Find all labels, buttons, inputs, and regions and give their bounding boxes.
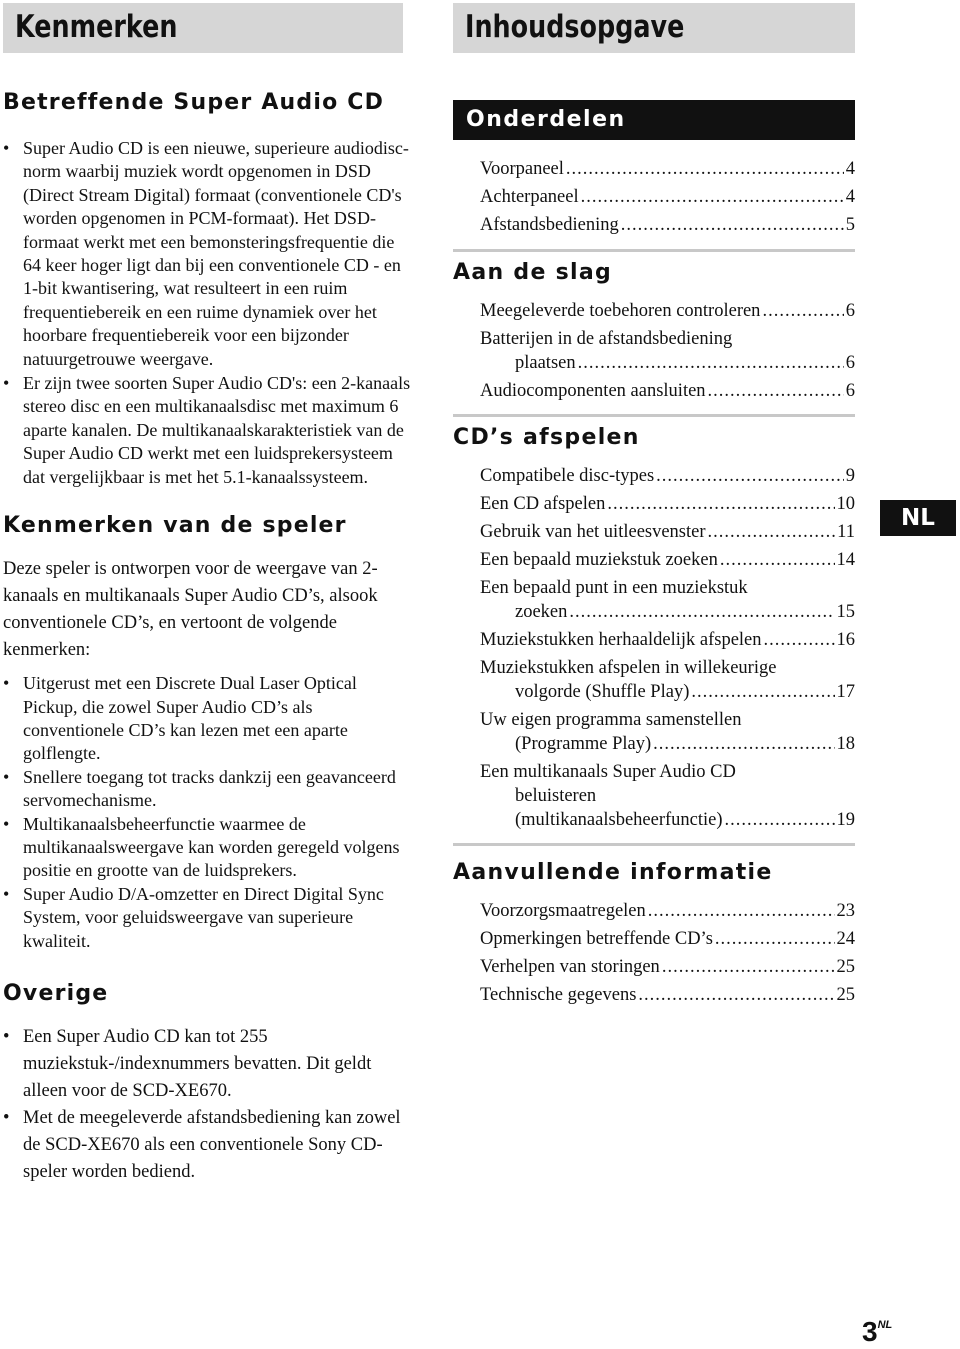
toc-entry-page: 18 (836, 734, 855, 754)
toc-entry[interactable] (480, 548, 855, 572)
toc-section-onderdelen: Onderdelen (453, 100, 855, 140)
toc-dot-leader (764, 628, 835, 652)
toc-dot-leader (656, 464, 844, 488)
toc-entry-title: Een bepaald muziekstuk zoeken (480, 550, 718, 570)
toc-entry[interactable] (480, 983, 855, 1007)
toc-dot-leader (581, 185, 844, 209)
toc-entry-title: Afstandsbediening (480, 215, 619, 235)
toc-entry[interactable] (480, 628, 855, 652)
section-title-kenmerken-speler: Kenmerken van de speler (3, 513, 347, 539)
header-inhoudsopgave (453, 3, 855, 53)
page-number-suffix: NL (877, 1319, 893, 1331)
toc-entry-page: 15 (836, 602, 855, 622)
toc-dot-leader (720, 548, 835, 572)
speler-features-list (3, 672, 413, 953)
toc-entry-title: Audiocomponenten aansluiten (480, 381, 706, 401)
divider (453, 249, 855, 252)
toc-entry[interactable] (480, 927, 855, 951)
toc-dot-leader (662, 955, 835, 979)
toc-entry-page: 6 (845, 381, 855, 401)
toc-entry-page: 23 (836, 901, 855, 921)
toc-entry-title: Batterijen in de afstandsbediening (480, 329, 733, 349)
toc-entry[interactable] (480, 899, 855, 923)
toc-dot-leader (762, 299, 843, 323)
bullet-icon: • (3, 1107, 10, 1128)
toc-dot-leader (708, 379, 844, 403)
super-audio-cd-list (3, 137, 413, 489)
toc-entry-title: beluisteren (515, 786, 597, 806)
toc-entry-page: 25 (836, 957, 855, 977)
toc-entry-title: Een CD afspelen (480, 494, 606, 514)
toc-entry[interactable] (480, 576, 855, 624)
divider (453, 843, 855, 846)
toc-entry[interactable] (480, 379, 855, 403)
toc-dot-leader (638, 983, 834, 1007)
toc-list-aanvullende-informatie (453, 899, 855, 1007)
toc-section-cd-afspelen: CD’s afspelen (453, 425, 640, 450)
toc-entry-title: (multikanaalsbeheerfunctie) (515, 810, 723, 830)
toc-dot-leader (569, 600, 834, 624)
toc-section-aan-de-slag: Aan de slag (453, 260, 613, 285)
toc-dot-leader (621, 213, 844, 237)
toc-section-aanvullende-informatie: Aanvullende informatie (453, 860, 773, 885)
header-kenmerken-title: Kenmerken (15, 9, 178, 45)
toc-entry-page: 6 (845, 353, 855, 373)
toc-entry[interactable] (480, 185, 855, 209)
toc-entry[interactable] (480, 656, 855, 704)
toc-entry-page: 25 (836, 985, 855, 1005)
toc-dot-leader (607, 492, 834, 516)
toc-entry-title: plaatsen (515, 353, 576, 373)
toc-entry-title: Meegeleverde toebehoren controleren (480, 301, 761, 321)
section-title-super-audio-cd: Betreffende Super Audio CD (3, 90, 385, 115)
toc-entry-page: 11 (837, 522, 855, 542)
language-badge: NL (880, 500, 956, 536)
toc-entry-page: 19 (836, 810, 855, 830)
toc-entry-page: 10 (836, 494, 855, 514)
toc-entry-page: 5 (845, 215, 855, 235)
toc-entry-title: Een bepaald punt in een muziekstuk (480, 578, 748, 598)
bullet-icon: • (3, 673, 10, 694)
bullet-icon: • (3, 138, 10, 158)
header-inhoudsopgave-title: Inhoudsopgave (465, 9, 685, 45)
list-item: • Snellere toegang tot tracks dankzij een geavanceerd servomechanisme. (3, 766, 396, 811)
toc-entry-title: Uw eigen programma samenstellen (480, 710, 742, 730)
toc-entry-title: Achterpaneel (480, 187, 579, 207)
toc-list-onderdelen (453, 157, 855, 237)
toc-entry[interactable] (480, 157, 855, 181)
divider (453, 414, 855, 417)
toc-entry-title: Muziekstukken afspelen in willekeurige (480, 658, 777, 678)
list-item: • Er zijn twee soorten Super Audio CD's: een 2-kanaals stereo disc en een multikanaalsdisc met maximum 6 aparte kanalen. De multikanaalskarakteristiek van de Super Audio CD werkt met een luidsprekersysteem dat vergelijkbaar is met het 5.1-kanaalssysteem. (3, 373, 411, 487)
toc-dot-leader (653, 732, 834, 756)
toc-entry[interactable] (480, 760, 855, 832)
toc-list-aan-de-slag (453, 299, 855, 403)
toc-entry-title: Verhelpen van storingen (480, 957, 660, 977)
toc-entry-title: zoeken (515, 602, 568, 622)
toc-entry-page: 17 (836, 682, 855, 702)
table-of-contents (453, 100, 855, 1011)
toc-entry-title: Opmerkingen betreffende CD’s (480, 929, 713, 949)
toc-entry-title: (Programme Play) (515, 734, 652, 754)
bullet-icon: • (3, 766, 10, 787)
toc-entry[interactable] (480, 299, 855, 323)
toc-dot-leader (725, 808, 835, 832)
list-item: • Super Audio CD is een nieuwe, superieure audiodisc-norm waarbij muziek wordt opgenomen in DSD (Direct Stream Digital) formaat (conventionele CD's worden opgenomen in PCM-formaat). Het DSD-formaat werkt met een bemonsteringsfrequentie die 64 keer hoger ligt dan bij een conventionele CD - en 1-bit kwantisering, wat resulteert in een ruim frequentiebereik en een ruime dynamiek over het hoorbare frequentiebereik voor een bijzonder natuurgetrouwe weergave. (3, 138, 409, 369)
toc-dot-leader (648, 899, 835, 923)
toc-entry-title: Voorpaneel (480, 159, 564, 179)
bullet-icon: • (3, 373, 10, 394)
bullet-icon: • (3, 883, 10, 904)
toc-entry[interactable] (480, 708, 855, 756)
toc-entry-title: volgorde (Shuffle Play) (515, 682, 690, 702)
bullet-icon: • (3, 1026, 10, 1047)
toc-entry[interactable] (480, 213, 855, 237)
toc-entry[interactable] (480, 327, 855, 375)
list-item: • Met de meegeleverde afstandsbediening kan zowel de SCD-XE670 als een conventionele Sony CD-speler worden bediend. (3, 1105, 413, 1186)
page-number-value: 3 (862, 1316, 878, 1347)
list-item: • Multikanaalsbeheerfunctie waarmee de multikanaalsweergave kan worden geregeld volgens positie en grootte van de luidsprekers. (3, 813, 400, 881)
toc-list-cd-afspelen (453, 464, 855, 832)
page-number (862, 1316, 892, 1348)
toc-entry[interactable] (480, 464, 855, 488)
list-item: • Een Super Audio CD kan tot 255 muziekstuk-/indexnummers bevatten. Dit geldt alleen voor de SCD-XE670. (3, 1024, 413, 1105)
speler-intro: Deze speler is ontworpen voor de weergave van 2-kanaals en multikanaals Super Audio CD’s, alsook conventionele CD’s, en vertoont de volgende kenmerken: (3, 559, 378, 661)
toc-dot-leader (691, 680, 834, 704)
toc-entry-title: Technische gegevens (480, 985, 637, 1005)
toc-dot-leader (715, 927, 835, 951)
list-item: • Super Audio D/A-omzetter en Direct Digital Sync System, voor geluidsweergave van superieure kwaliteit. (3, 883, 384, 951)
toc-entry-title: Een multikanaals Super Audio CD (480, 762, 736, 782)
toc-entry-page: 4 (845, 159, 855, 179)
toc-entry[interactable] (480, 492, 855, 516)
bullet-icon: • (3, 813, 10, 834)
toc-entry-page: 9 (845, 466, 855, 486)
toc-dot-leader (708, 520, 836, 544)
toc-dot-leader (566, 157, 844, 181)
overige-list (3, 1024, 413, 1186)
toc-entry[interactable] (480, 955, 855, 979)
toc-entry-title: Compatibele disc-types (480, 466, 655, 486)
header-kenmerken (3, 3, 403, 53)
toc-entry-page: 14 (836, 550, 855, 570)
toc-entry-title: Voorzorgsmaatregelen (480, 901, 646, 921)
toc-entry-page: 4 (845, 187, 855, 207)
section-title-overige: Overige (3, 980, 109, 1006)
features-column (3, 90, 413, 1186)
toc-entry-page: 16 (836, 630, 855, 650)
toc-entry-page: 24 (836, 929, 855, 949)
toc-entry-title: Muziekstukken herhaaldelijk afspelen (480, 630, 762, 650)
list-item: • Uitgerust met een Discrete Dual Laser Optical Pickup, die zowel Super Audio CD’s als conventionele CD’s kan lezen met een aparte golflengte. (3, 673, 357, 764)
toc-entry[interactable] (480, 520, 855, 544)
toc-entry-title: Gebruik van het uitleesvenster (480, 522, 706, 542)
toc-dot-leader (578, 351, 844, 375)
toc-entry-page: 6 (845, 301, 855, 321)
